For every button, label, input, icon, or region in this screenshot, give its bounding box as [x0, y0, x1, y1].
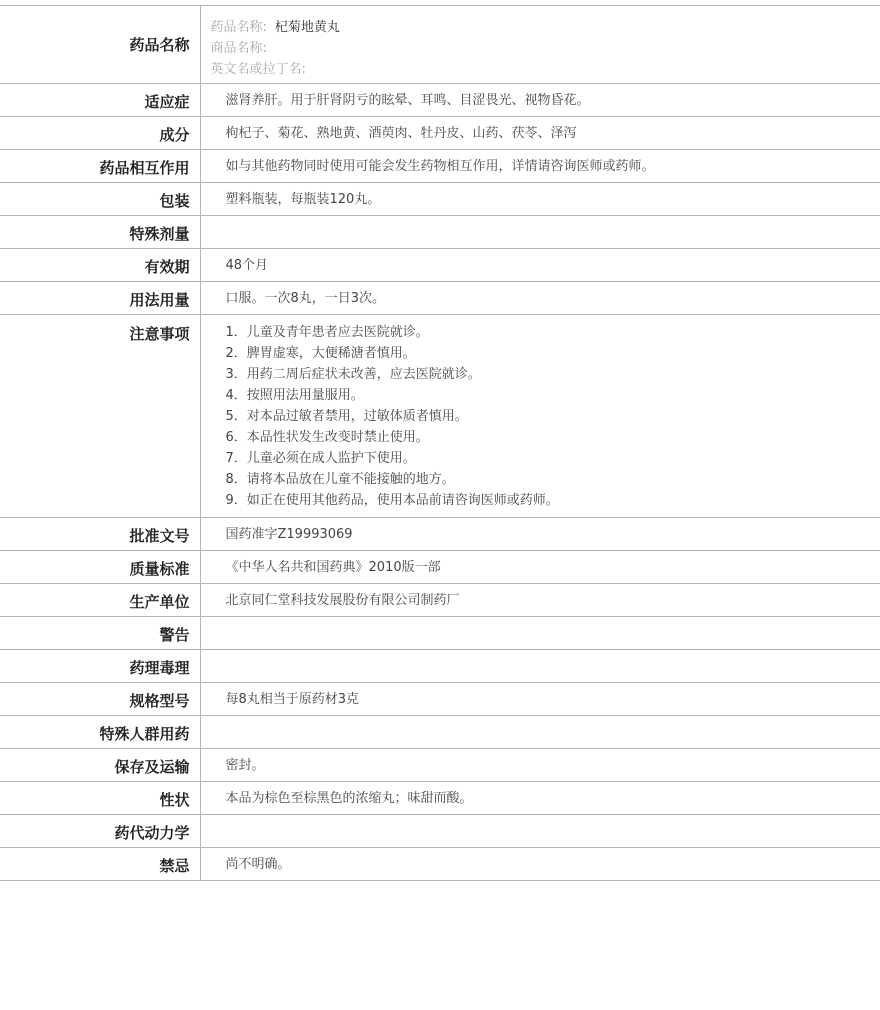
trade-name-line [211, 38, 880, 59]
row-label: 规格型号 [0, 683, 200, 716]
caution-item: 9．如正在使用其他药品，使用本品前请咨询医师或药师。 [225, 493, 559, 508]
english-name-key: 英文名或拉丁名: [210, 62, 306, 77]
row-cautions [0, 315, 880, 518]
row-label: 禁忌 [0, 848, 200, 881]
row-toxicology [0, 650, 880, 683]
row-label: 成分 [0, 117, 200, 150]
row-value: 尚不明确。 [225, 857, 291, 872]
row-label: 警告 [0, 617, 200, 650]
row-description [0, 782, 880, 815]
row-label: 质量标准 [0, 551, 200, 584]
caution-item: 7．儿童必须在成人监护下使用。 [225, 451, 416, 466]
row-interactions [0, 150, 880, 183]
row-drug-name [0, 6, 880, 84]
drug-spec-body [0, 6, 880, 881]
row-value [200, 216, 880, 249]
trade-name-key: 商品名称: [210, 41, 267, 56]
row-value: 如与其他药物同时使用可能会发生药物相互作用，详情请咨询医师或药师。 [225, 159, 655, 174]
row-specification [0, 683, 880, 716]
row-label: 批准文号 [0, 518, 200, 551]
row-quality-standard [0, 551, 880, 584]
row-value: 国药准字Z19993069 [225, 527, 353, 542]
row-value [200, 815, 880, 848]
row-value [200, 650, 880, 683]
row-packaging [0, 183, 880, 216]
row-label: 药理毒理 [0, 650, 200, 683]
row-value: 北京同仁堂科技发展股份有限公司制药厂 [225, 593, 460, 608]
row-pharmacokinetics [0, 815, 880, 848]
row-label: 特殊人群用药 [0, 716, 200, 749]
row-special-populations [0, 716, 880, 749]
cautions-list [200, 315, 880, 518]
row-value: 枸杞子、菊花、熟地黄、酒萸肉、牡丹皮、山药、茯苓、泽泻 [225, 126, 577, 141]
row-contraindications [0, 848, 880, 881]
row-value: 滋肾养肝。用于肝肾阴亏的眩晕、耳鸣、目涩畏光、视物昏花。 [225, 93, 590, 108]
row-warnings [0, 617, 880, 650]
generic-name-line [211, 17, 880, 38]
caution-item: 8．请将本品放在儿童不能接触的地方。 [225, 472, 455, 487]
row-storage-transport [0, 749, 880, 782]
row-value: 口服。一次8丸，一日3次。 [225, 291, 386, 306]
row-label: 药品相互作用 [0, 150, 200, 183]
row-label: 药代动力学 [0, 815, 200, 848]
row-label: 特殊剂量 [0, 216, 200, 249]
row-value: 每8丸相当于原药材3克 [225, 692, 360, 707]
caution-item: 4．按照用法用量服用。 [225, 388, 364, 403]
caution-item: 1．儿童及青年患者应去医院就诊。 [225, 325, 429, 340]
row-ingredients [0, 117, 880, 150]
english-name-line [211, 59, 880, 80]
row-approval-number [0, 518, 880, 551]
row-label: 包装 [0, 183, 200, 216]
row-value: 密封。 [225, 758, 265, 773]
generic-name-value: 杞菊地黄丸 [274, 20, 340, 35]
row-value [200, 716, 880, 749]
row-value [200, 6, 880, 84]
row-label: 保存及运输 [0, 749, 200, 782]
row-usage-dosage [0, 282, 880, 315]
caution-item: 6．本品性状发生改变时禁止使用。 [225, 430, 429, 445]
row-special-dosage [0, 216, 880, 249]
row-value [200, 617, 880, 650]
row-indications [0, 84, 880, 117]
caution-item: 3．用药二周后症状未改善，应去医院就诊。 [225, 367, 481, 382]
row-label: 适应症 [0, 84, 200, 117]
row-label: 生产单位 [0, 584, 200, 617]
caution-item: 2．脾胃虚寒，大便稀溏者慎用。 [225, 346, 416, 361]
row-label: 注意事项 [0, 315, 200, 518]
row-value: 《中华人名共和国药典》2010版一部 [225, 560, 441, 575]
drug-spec-table [0, 5, 880, 881]
row-value: 塑料瓶装，每瓶装120丸。 [225, 192, 381, 207]
row-value: 本品为棕色至棕黑色的浓缩丸；味甜而酸。 [225, 791, 473, 806]
row-label: 用法用量 [0, 282, 200, 315]
row-label: 性状 [0, 782, 200, 815]
row-label: 药品名称 [0, 6, 200, 84]
row-label: 有效期 [0, 249, 200, 282]
row-value: 48个月 [225, 258, 269, 273]
row-shelf-life [0, 249, 880, 282]
caution-item: 5．对本品过敏者禁用，过敏体质者慎用。 [225, 409, 468, 424]
row-manufacturer [0, 584, 880, 617]
generic-name-key: 药品名称: [210, 20, 267, 35]
